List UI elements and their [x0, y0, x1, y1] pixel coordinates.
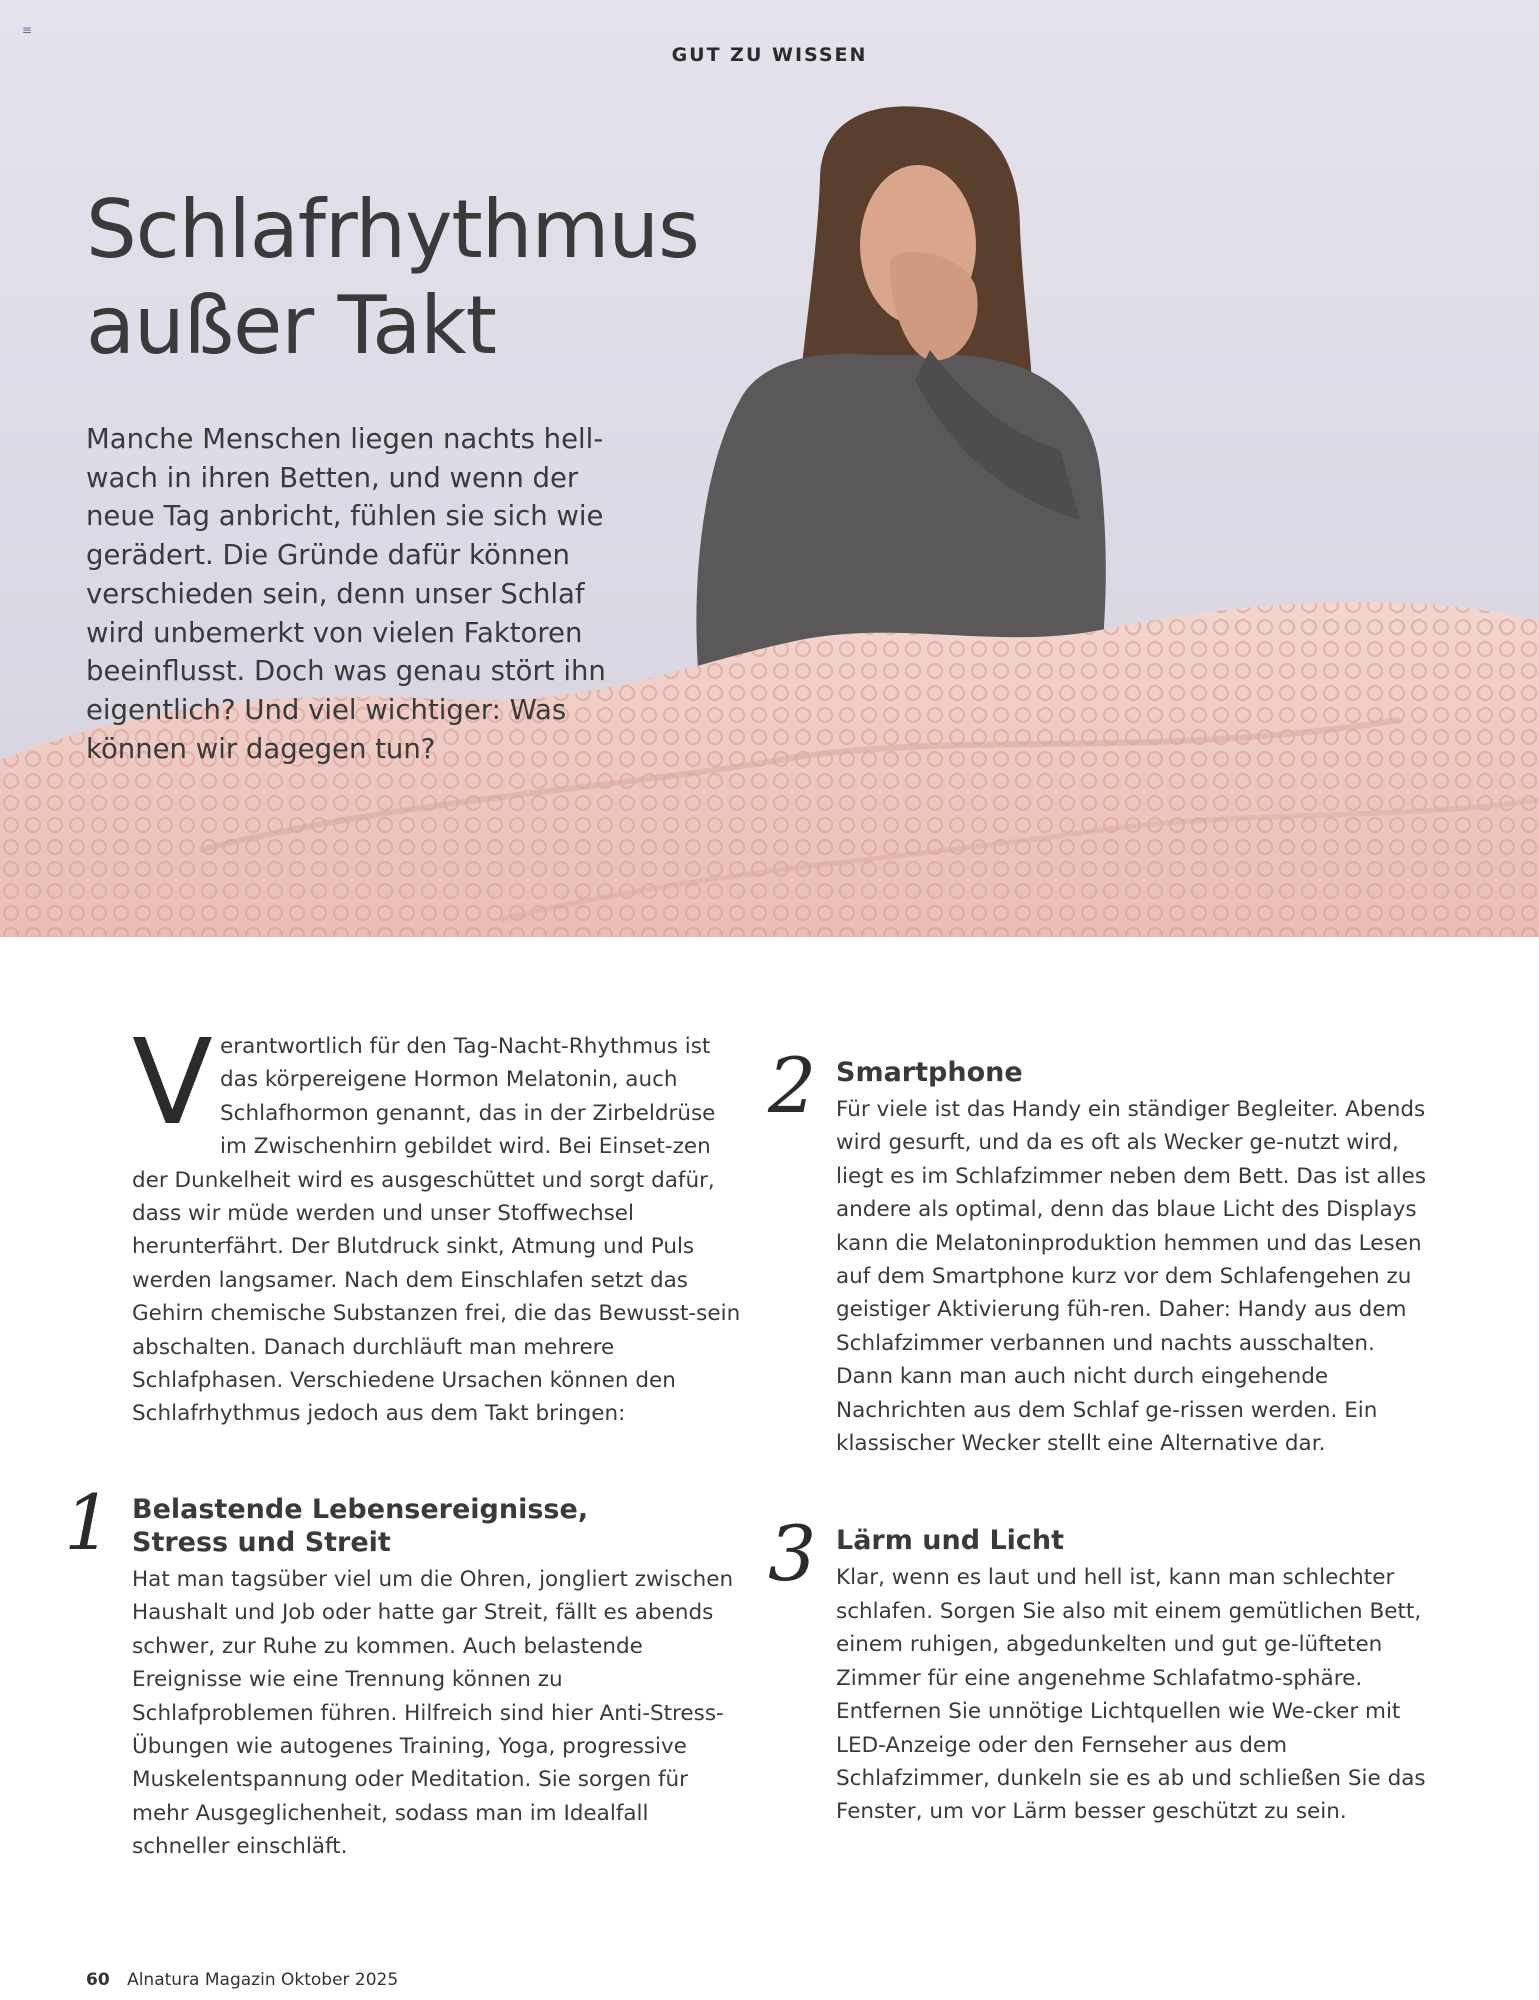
page-number: 60	[86, 1970, 110, 1990]
section-text: Für viele ist das Handy ein ständiger Begleiter. Abends wird gesurft, und da es oft als Wecker ge-nutzt wird, liegt es im Schlafzimmer neben dem Bett. Das ist alles andere als optimal, denn das blaue Licht des Displays kann die Melatoninproduktion hemmen und das Lesen auf dem Smartphone kurz vor dem Schlafengehen zu geistiger Aktivierung füh-ren. Daher: Handy aus dem Schlafzimmer verbannen und nachts ausschalten. Dann kann man auch nicht durch eingehende Nachrichten aus dem Schlaf ge-rissen werden. Ein klassischer Wecker stellt eine Alternative dar.	[836, 1097, 1427, 1457]
page-footer	[86, 1970, 398, 1990]
section-heading: Lärm und Licht	[836, 1525, 1065, 1557]
section-heading-line-1: Belastende Lebensereignisse,	[132, 1493, 589, 1525]
article-lead: Manche Menschen liegen nachts hell-wach in ihren Betten, und wenn der neue Tag anbricht, fühlen sie sich wie gerädert. Die Gründe dafür können verschieden sein, denn unser Schlaf wird unbemerkt von vielen Faktoren beeinflusst. Doch was genau stört ihn eigentlich? Und viel wichtiger: Was können wir dagegen tun?	[86, 423, 606, 765]
intro-text: erantwortlich für den Tag-Nacht-Rhythmus ist das körpereigene Hormon Melatonin, auch Schlafhormon genannt, das in der Zirbeldrüse im Zwischenhirn gebildet wird. Bei Einset-zen der Dunkelheit wird es ausgeschüttet und sorgt dafür, dass wir müde werden und unser Stoffwechsel herunterfährt. Der Blutdruck sinkt, Atmung und Puls werden langsamer. Nach dem Einschlafen setzt das Gehirn chemische Substanzen frei, die das Bewusst-sein abschalten. Danach durchläuft man mehrere Schlafphasen. Verschiedene Ursachen können den Schlafrhythmus jedoch aus dem Takt bringen:	[132, 1034, 741, 1427]
publication-name: Alnatura Magazin Oktober 2025	[127, 1970, 399, 1990]
article-title	[86, 182, 786, 374]
section-text: Klar, wenn es laut und hell ist, kann man schlechter schlafen. Sorgen Sie also mit einem gemütlichen Bett, einem ruhigen, abgedunkelten und gut ge-lüfteten Zimmer für eine angenehme Schlafatmo-sphäre. Entfernen Sie unnötige Lichtquellen wie We-cker mit LED-Anzeige oder den Fernseher aus dem Schlafzimmer, dunkeln sie es ab und schließen Sie das Fenster, um vor Lärm besser geschützt zu sein.	[836, 1565, 1426, 1825]
section-heading-line-2: Stress und Streit	[132, 1526, 391, 1558]
title-line-2: außer Takt	[86, 279, 496, 372]
menu-icon[interactable]: ≡	[22, 23, 33, 37]
section-number: 1	[64, 1477, 113, 1567]
intro-paragraph	[132, 1013, 742, 1431]
section-heading: Smartphone	[836, 1057, 1023, 1088]
right-column	[768, 1030, 1436, 1829]
drop-cap: V	[132, 1013, 213, 1151]
section-text: Hat man tagsüber viel um die Ohren, jongliert zwischen Haushalt und Job oder hatte gar Streit, fällt es abends schwer, zur Ruhe zu kommen. Auch belastende Ereignisse wie eine Trennung können zu Schlafproblemen führen. Hilfreich sind hier Anti-Stress-Übungen wie autogenes Training, Yoga, progressive Muskelentspannung oder Meditation. Sie sorgen für mehr Ausgeglichenheit, sodass man im Idealfall schneller einschläft.	[132, 1566, 734, 1860]
section-1	[64, 1477, 742, 1864]
section-heading	[132, 1493, 742, 1559]
section-2	[768, 1041, 1436, 1460]
section-kicker: GUT ZU WISSEN	[671, 44, 868, 66]
left-column	[64, 1013, 742, 1864]
section-number: 2	[768, 1041, 817, 1130]
section-number: 3	[768, 1509, 817, 1599]
section-3	[768, 1509, 1436, 1828]
hero-section	[0, 0, 1539, 937]
title-line-1: Schlafrhythmus	[86, 183, 699, 276]
